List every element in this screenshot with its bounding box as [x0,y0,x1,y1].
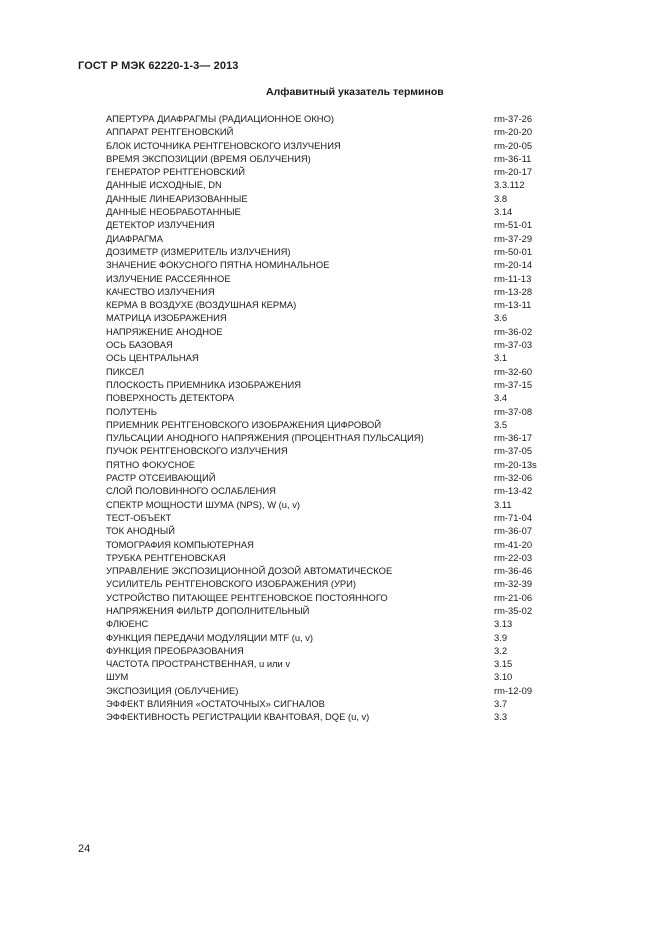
term-row [106,604,566,617]
term-row [106,538,566,551]
term-name: ДАННЫЕ ИСХОДНЫЕ, DN [106,179,222,191]
term-reference: 3.5 [494,418,508,430]
term-row [106,444,566,457]
term-row [106,657,566,670]
term-name: БЛОК ИСТОЧНИКА РЕНТГЕНОВСКОГО ИЗЛУЧЕНИЯ [106,139,341,151]
term-reference: 3.8 [494,192,508,204]
term-name: ПОЛУТЕНЬ [106,405,157,417]
term-reference: 3.1 [494,352,508,364]
term-row [106,498,566,511]
term-row [106,631,566,644]
term-reference: rm-36-07 [494,525,533,537]
term-name: ДОЗИМЕТР (ИЗМЕРИТЕЛЬ ИЗЛУЧЕНИЯ) [106,245,291,257]
term-row [106,418,566,431]
term-row [106,365,566,378]
term-reference: 3.9 [494,631,508,643]
term-name: АППАРАТ РЕНТГЕНОВСКИЙ [106,126,234,138]
term-reference: rm-21-06 [494,591,533,603]
term-reference: rm-20-13s [494,458,537,470]
term-row [106,524,566,537]
term-name: ДАННЫЕ ЛИНЕАРИЗОВАННЫЕ [106,192,248,204]
term-name: УСИЛИТЕЛЬ РЕНТГЕНОВСКОГО ИЗОБРАЖЕНИЯ (УРИ) [106,578,357,590]
term-row [106,617,566,630]
term-row [106,351,566,364]
term-reference: rm-37-15 [494,378,533,390]
term-reference: rm-20-20 [494,126,533,138]
term-reference: rm-50-01 [494,245,533,257]
term-reference: 3.3.112 [494,179,525,191]
term-row [106,205,566,218]
term-reference: rm-36-11 [494,152,532,164]
term-name: ОСЬ ЦЕНТРАЛЬНАЯ [106,352,199,364]
term-row [106,405,566,418]
term-name: ГЕНЕРАТОР РЕНТГЕНОВСКИЙ [106,166,245,178]
term-reference: rm-37-08 [494,405,533,417]
term-name: ТЕСТ-ОБЪЕКТ [106,511,172,523]
term-row [106,298,566,311]
term-name: ТОК АНОДНЫЙ [106,525,175,537]
term-reference: 3.4 [494,392,508,404]
term-row [106,125,566,138]
document-header: ГОСТ Р МЭК 62220-1-3— 2013 [78,60,239,72]
term-row [106,670,566,683]
term-reference: rm-13-28 [494,285,533,297]
term-name: НАПРЯЖЕНИЯ ФИЛЬТР ДОПОЛНИТЕЛЬНЫЙ [106,604,310,616]
term-name: ЗНАЧЕНИЕ ФОКУСНОГО ПЯТНА НОМИНАЛЬНОЕ [106,259,330,271]
term-name: ОСЬ БАЗОВАЯ [106,339,173,351]
term-reference: rm-11-13 [494,272,532,284]
term-row [106,338,566,351]
term-reference: rm-51-01 [494,219,533,231]
term-name: РАСТР ОТСЕИВАЮЩИЙ [106,472,216,484]
term-row [106,564,566,577]
term-row [106,258,566,271]
term-reference: rm-20-14 [494,259,533,271]
term-reference: rm-36-02 [494,325,533,337]
term-name: ПЛОСКОСТЬ ПРИЕМНИКА ИЗОБРАЖЕНИЯ [106,378,301,390]
term-row [106,484,566,497]
term-name: ФУНКЦИЯ ПЕРЕДАЧИ МОДУЛЯЦИИ MTF (u, v) [106,631,314,643]
term-reference: rm-32-60 [494,365,533,377]
term-row [106,178,566,191]
term-reference: rm-20-05 [494,139,533,151]
term-row [106,511,566,524]
term-name: ЭФФЕКТ ВЛИЯНИЯ «ОСТАТОЧНЫХ» СИГНАЛОВ [106,698,325,710]
term-name: СЛОЙ ПОЛОВИННОГО ОСЛАБЛЕНИЯ [106,485,276,497]
term-reference: 3.15 [494,658,513,670]
term-name: НАПРЯЖЕНИЕ АНОДНОЕ [106,325,223,337]
term-name: ПРИЕМНИК РЕНТГЕНОВСКОГО ИЗОБРАЖЕНИЯ ЦИФРОВОЙ [106,418,382,430]
term-row [106,577,566,590]
term-name: УСТРОЙСТВО ПИТАЮЩЕЕ РЕНТГЕНОВСКОЕ ПОСТОЯННОГО [106,591,388,603]
term-row [106,325,566,338]
term-reference: 3.6 [494,312,508,324]
term-row [106,591,566,604]
term-name: ПЯТНО ФОКУСНОЕ [106,458,195,470]
term-row [106,152,566,165]
term-row [106,232,566,245]
term-name: КЕРМА В ВОЗДУХЕ (ВОЗДУШНАЯ КЕРМА) [106,299,297,311]
term-name: ШУМ [106,671,129,683]
term-name: ИЗЛУЧЕНИЕ РАССЕЯННОЕ [106,272,231,284]
term-reference: rm-32-39 [494,578,533,590]
term-row [106,139,566,152]
term-name: АПЕРТУРА ДИАФРАГМЫ (РАДИАЦИОННОЕ ОКНО) [106,113,334,124]
term-name: ДИАФРАГМА [106,232,163,244]
term-row [106,245,566,258]
term-name: УПРАВЛЕНИЕ ЭКСПОЗИЦИОННОЙ ДОЗОЙ АВТОМАТИЧЕСКОЕ [106,565,393,577]
term-name: ЧАСТОТА ПРОСТРАНСТВЕННАЯ, u или v [106,658,291,670]
term-row [106,697,566,710]
term-row [106,458,566,471]
page-number: 24 [78,843,91,855]
term-reference: 3.3 [494,711,508,723]
term-name: ЭФФЕКТИВНОСТЬ РЕГИСТРАЦИИ КВАНТОВАЯ, DQE (u, v) [106,711,370,723]
term-reference: rm-12-09 [494,684,533,696]
term-reference: rm-13-42 [494,485,533,497]
term-row [106,112,566,125]
term-reference: 3.10 [494,671,513,683]
term-row [106,551,566,564]
term-name: ПУЧОК РЕНТГЕНОВСКОГО ИЗЛУЧЕНИЯ [106,445,288,457]
term-reference: rm-37-29 [494,232,533,244]
term-reference: rm-37-26 [494,113,533,124]
terms-index-list [106,112,566,724]
term-name: ВРЕМЯ ЭКСПОЗИЦИИ (ВРЕМЯ ОБЛУЧЕНИЯ) [106,152,311,164]
term-name: ПОВЕРХНОСТЬ ДЕТЕКТОРА [106,392,235,404]
term-name: МАТРИЦА ИЗОБРАЖЕНИЯ [106,312,227,324]
term-reference: rm-71-04 [494,511,533,523]
term-name: ФЛЮЕНС [106,618,149,630]
term-row [106,431,566,444]
term-reference: rm-35-02 [494,604,533,616]
term-row [106,684,566,697]
term-reference: rm-37-03 [494,339,533,351]
term-row [106,644,566,657]
term-reference: 3.13 [494,618,513,630]
term-row [106,285,566,298]
term-reference: rm-32-06 [494,472,533,484]
term-name: СПЕКТР МОЩНОСТИ ШУМА (NPS), W (u, v) [106,498,301,510]
term-name: ПУЛЬСАЦИИ АНОДНОГО НАПРЯЖЕНИЯ (ПРОЦЕНТНАЯ ПУЛЬСАЦИЯ) [106,432,424,444]
term-row [106,311,566,324]
term-row [106,192,566,205]
term-reference: rm-36-17 [494,432,533,444]
term-reference: rm-41-20 [494,538,533,550]
term-reference: 3.11 [494,498,512,510]
term-row [106,391,566,404]
section-title: Алфавитный указатель терминов [266,86,444,98]
term-name: ТРУБКА РЕНТГЕНОВСКАЯ [106,551,226,563]
term-reference: 3.7 [494,698,508,710]
term-name: КАЧЕСТВО ИЗЛУЧЕНИЯ [106,285,215,297]
term-reference: rm-13-11 [494,299,532,311]
term-row [106,218,566,231]
term-reference: rm-22-03 [494,551,533,563]
term-name: ДАННЫЕ НЕОБРАБОТАННЫЕ [106,206,241,218]
term-row [106,710,566,723]
term-name: ФУНКЦИЯ ПРЕОБРАЗОВАНИЯ [106,644,244,656]
term-reference: 3.2 [494,644,508,656]
term-reference: rm-37-05 [494,445,533,457]
term-name: ДЕТЕКТОР ИЗЛУЧЕНИЯ [106,219,215,231]
term-name: ПИКСЕЛ [106,365,145,377]
term-reference: 3.14 [494,206,513,218]
term-reference: rm-20-17 [494,166,533,178]
term-reference: rm-36-46 [494,565,533,577]
term-row [106,378,566,391]
term-name: ТОМОГРАФИЯ КОМПЬЮТЕРНАЯ [106,538,254,550]
term-row [106,272,566,285]
term-row [106,471,566,484]
term-name: ЭКСПОЗИЦИЯ (ОБЛУЧЕНИЕ) [106,684,239,696]
term-row [106,165,566,178]
